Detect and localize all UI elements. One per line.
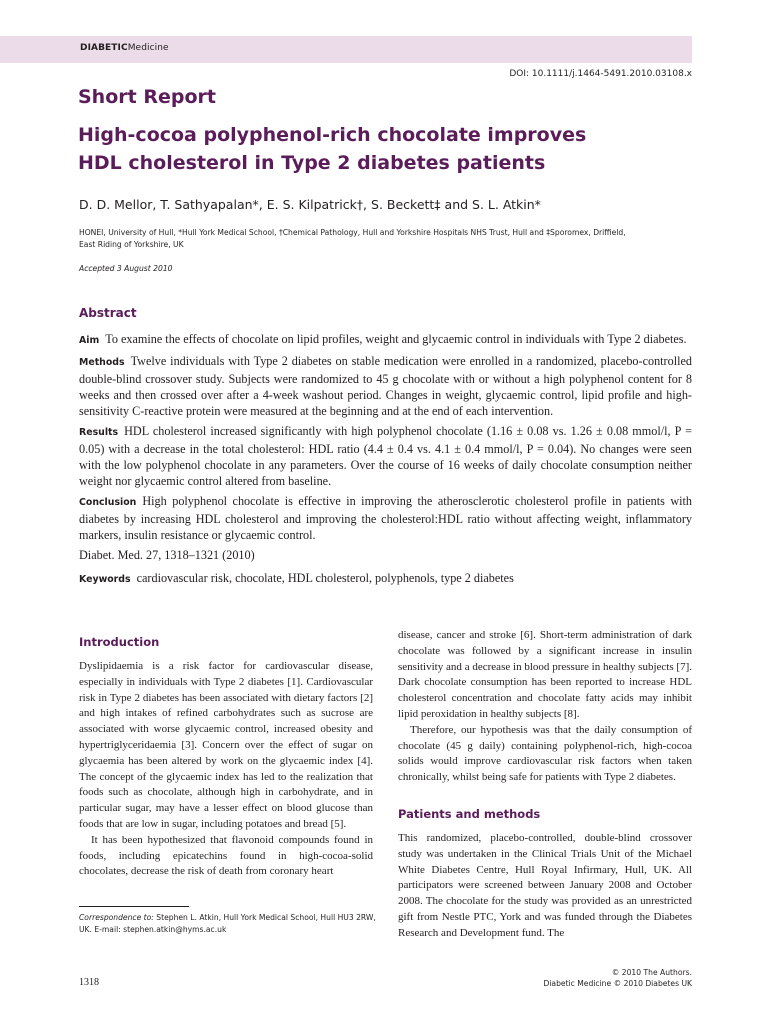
abstract-methods	[79, 353, 692, 419]
right-paragraph-2: Therefore, our hypothesis was that the daily consumption of chocolate (45 g daily) containing polyphenol-rich, high-cocoa solids would improve cardiovascular risk factors when taken chronically, whilst being safe for patients with Type 2 diabetes.	[398, 723, 692, 784]
author-list: D. D. Mellor, T. Sathyapalan*, E. S. Kilpatrick†, S. Beckett‡ and S. L. Atkin*	[79, 197, 541, 212]
article-title-line-2: HDL cholesterol in Type 2 diabetes patients	[78, 152, 546, 174]
correspondence-label: Correspondence to:	[79, 913, 154, 922]
section-label: Short Report	[78, 86, 216, 108]
conclusion-label: Conclusion	[79, 497, 137, 508]
copyright-line-2: Diabetic Medicine © 2010 Diabetes UK	[543, 979, 692, 988]
methods-label: Methods	[79, 357, 125, 368]
introduction-column	[79, 659, 373, 880]
patients-methods-paragraph-1: This randomized, placebo-controlled, double-blind crossover study was undertaken in the Clinical Trials Unit of the Michael White Diabetes Centre, Hull Royal Infirmary, Hull, UK. All participators were screened between January 2008 and October 2008. The chocolate for the study was provided as an unrestricted gift from Nestle PTC, York and was funded through the Diabetes Research and Development fund. The	[398, 832, 692, 939]
conclusion-text: High polyphenol chocolate is effective in improving the atherosclerotic cholesterol profile in patients with diabetes by increasing HDL cholesterol and improving the cholesterol:HDL ratio without affecting weight, inflammatory markers, insulin resistance or glycaemic control.	[79, 494, 692, 542]
aim-label: Aim	[79, 335, 100, 346]
copyright-notice	[543, 967, 692, 989]
results-label: Results	[79, 427, 119, 438]
copyright-line-1: © 2010 The Authors.	[611, 968, 692, 977]
abstract-heading: Abstract	[79, 306, 137, 320]
doi[interactable]: DOI: 10.1111/j.1464-5491.2010.03108.x	[509, 69, 692, 79]
introduction-heading: Introduction	[79, 635, 160, 649]
keywords-label: Keywords	[79, 574, 131, 585]
journal-name	[80, 43, 169, 53]
keywords	[79, 571, 514, 586]
journal-name-bold: DIABETIC	[80, 43, 128, 53]
results-text: HDL cholesterol increased significantly with high polyphenol chocolate (1.16 ± 0.08 vs. 1.26 ± 0.08 mmol/l, P = 0.05) with a decrease in the total cholesterol: HDL ratio (4.4 ± 0.4 vs. 4.1 ± 0.4 mmol/l, P = 0.04). No changes were seen with the low polyphenol chocolate in any parameters. Over the course of 16 weeks of daily chocolate consumption neither weight nor glycaemic control altered from baseline.	[79, 424, 692, 488]
introduction-paragraph-1: Dyslipidaemia is a risk factor for cardiovascular disease, especially in individuals with Type 2 diabetes [1]. Cardiovascular risk in Type 2 diabetes has been associated with dietary factors [2] and high intakes of refined carbohydrates such as sucrose are associated with worse glycaemic control, increased obesity and hypertriglyceridaemia [3]. Concern over the effect of sugar on glycaemia has been altered by work on the glycaemic index [4]. The concept of the glycaemic index has led to the realization that foods such as chocolate, although high in carbohydrate, and in particular sugar, may have a lesser effect on blood glucose than foods that are low in sugar, including potatoes and bread [5].	[79, 660, 373, 830]
abstract-conclusion	[79, 493, 692, 543]
journal-header-bar	[0, 36, 692, 63]
right-paragraph-1: disease, cancer and stroke [6]. Short-term administration of dark chocolate was followed by a significant increase in insulin sensitivity and a decrease in blood pressure in healthy subjects [7]. Dark chocolate consumption has been reported to increase HDL cholesterol concentration and chocolate fatty acids may inhibit lipid peroxidation in healthy subjects [8].	[398, 629, 692, 720]
patients-methods-column	[398, 831, 692, 942]
patients-methods-heading: Patients and methods	[398, 807, 541, 821]
methods-text: Twelve individuals with Type 2 diabetes on stable medication were enrolled in a randomized, placebo-controlled double-blind crossover study. Subjects were randomized to 45 g chocolate with or without a high polyphenol content for 8 weeks and then crossed over after a 4-week washout period. Changes in weight, glycaemic control, lipid profile and high-sensitivity C-reactive protein were measured at the beginning and at the end of each intervention.	[79, 354, 692, 418]
affiliations: HONEI, University of Hull, *Hull York Medical School, †Chemical Pathology, Hull and Yorkshire Hospitals NHS Trust, Hull and ‡Sporomex, Driffield, East Riding of Yorkshire, UK	[79, 228, 626, 249]
right-column-continuation	[398, 628, 692, 786]
abstract-results	[79, 423, 692, 489]
article-title-line-1: High-cocoa polyphenol-rich chocolate improves	[78, 124, 587, 146]
citation: Diabet. Med. 27, 1318–1321 (2010)	[79, 548, 255, 562]
journal-name-light: Medicine	[127, 43, 169, 53]
correspondence-text: Stephen L. Atkin, Hull York Medical School, Hull HU3 2RW, UK. E-mail: stephen.atkin@hyms.ac.uk	[79, 913, 376, 934]
keywords-text: cardiovascular risk, chocolate, HDL cholesterol, polyphenols, type 2 diabetes	[136, 571, 514, 585]
correspondence-note	[79, 912, 379, 936]
article-title	[78, 121, 638, 177]
introduction-paragraph-2: It has been hypothesized that flavonoid compounds found in foods, including epicatechins found in high-cocoa-solid chocolates, decrease the risk of death from coronary heart	[79, 833, 373, 878]
aim-text: To examine the effects of chocolate on lipid profiles, weight and glycaemic control in individuals with Type 2 diabetes.	[105, 332, 687, 346]
accepted-date: Accepted 3 August 2010	[79, 264, 173, 273]
abstract-aim	[79, 331, 692, 349]
page-number: 1318	[79, 977, 99, 988]
footnote-divider	[79, 906, 189, 907]
